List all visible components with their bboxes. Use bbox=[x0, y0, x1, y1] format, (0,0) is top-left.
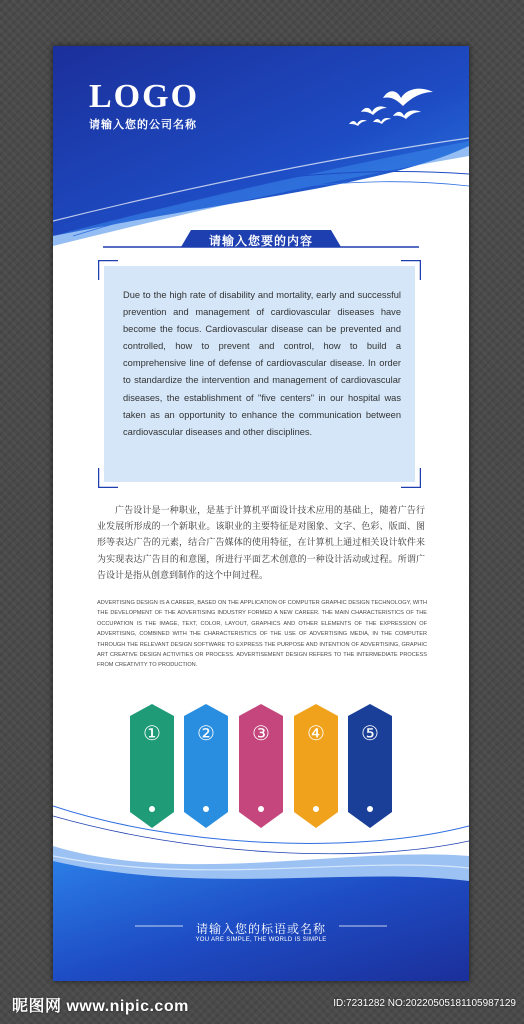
poster bbox=[53, 46, 469, 981]
footer-slogan-en: YOU ARE SIMPLE, THE WORLD IS SIMPLE bbox=[195, 937, 327, 943]
logo: LOGO bbox=[89, 78, 200, 115]
chinese-paragraph: 广告设计是一种职业，是基于计算机平面设计技术应用的基础上，随着广告行业发展所形成的一个新职业。该职业的主要特征是对图象、文字、色彩、版面、图形等表达广告的元素，结合广告媒体的使用特征，在计算机上通过相关设计软件来为实现表达广告目的和意图，所进行平面艺术创意的一种设计活动或过程。所谓广告设计是指从创意到制作的这个中间过程。 bbox=[97, 505, 425, 580]
content-title: 请输入您要的内容 bbox=[208, 234, 313, 248]
tag-number-2: ② bbox=[197, 723, 215, 745]
footer-wave-background bbox=[53, 786, 469, 981]
tag-number-5: ⑤ bbox=[361, 723, 379, 745]
footer-slogan: 请输入您的标语或名称 bbox=[195, 922, 326, 936]
watermark-id: ID:7231282 NO:20220505181105987129 bbox=[333, 998, 516, 1009]
tag-number-3: ③ bbox=[252, 723, 270, 745]
english-paragraph: ADVERTISING DESIGN IS A CAREER, BASED ON THE APPLICATION OF COMPUTER GRAPHIC DESIGN TECHNOLOGY, WITH THE DEVELOPMENT OF THE ADVERTISING INDUSTRY FORMED A NEW CAREER. THE MAIN CHARACTERISTICS OF THE OCCUPATION IS THE IMAGE, TEXT, COLOR, LAYOUT, GRAPHICS AND OTHER ELEMENTS OF THE EXPRESSION OF ADVERTISING, COMBINED WITH THE CHARACTERISTICS OF THE USE OF ADVERTISING MEDIA, IN THE COMPUTER THROUGH THE RELEVANT DESIGN SOFTWARE TO EXPRESS THE PURPOSE AND INTENTION OF ADVERTISING, GRAPHIC ART CREATIVE DESIGN ACTIVITIES OR PROCESS. ADVERTISEMENT DESIGN REFERS TO THE INTERMEDIATE PROCESS FROM CREATIVITY TO PRODUCTION. bbox=[97, 600, 427, 669]
tag-number-1: ① bbox=[143, 723, 161, 745]
birds-icon bbox=[343, 84, 443, 134]
intro-text: Due to the high rate of disability and mortality, early and successful prevention and management of cardiovascular diseases have become the focus. Cardiovascular disease can be prevented and controlled, how to prevent and control, how to build a comprehensive line of defense of cardiovascular disease. In order to standardize the intervention and management of cardiovascular diseases, the establishment of "five centers" in our hospital was taken as an opportunity to enhance the communication between cardiovascular diseases and other disciplines. bbox=[123, 290, 401, 437]
company-name: 请输入您的公司名称 bbox=[89, 119, 197, 131]
tag-number-4: ④ bbox=[307, 723, 325, 745]
watermark-site: 昵图网 www.nipic.com bbox=[12, 998, 189, 1015]
